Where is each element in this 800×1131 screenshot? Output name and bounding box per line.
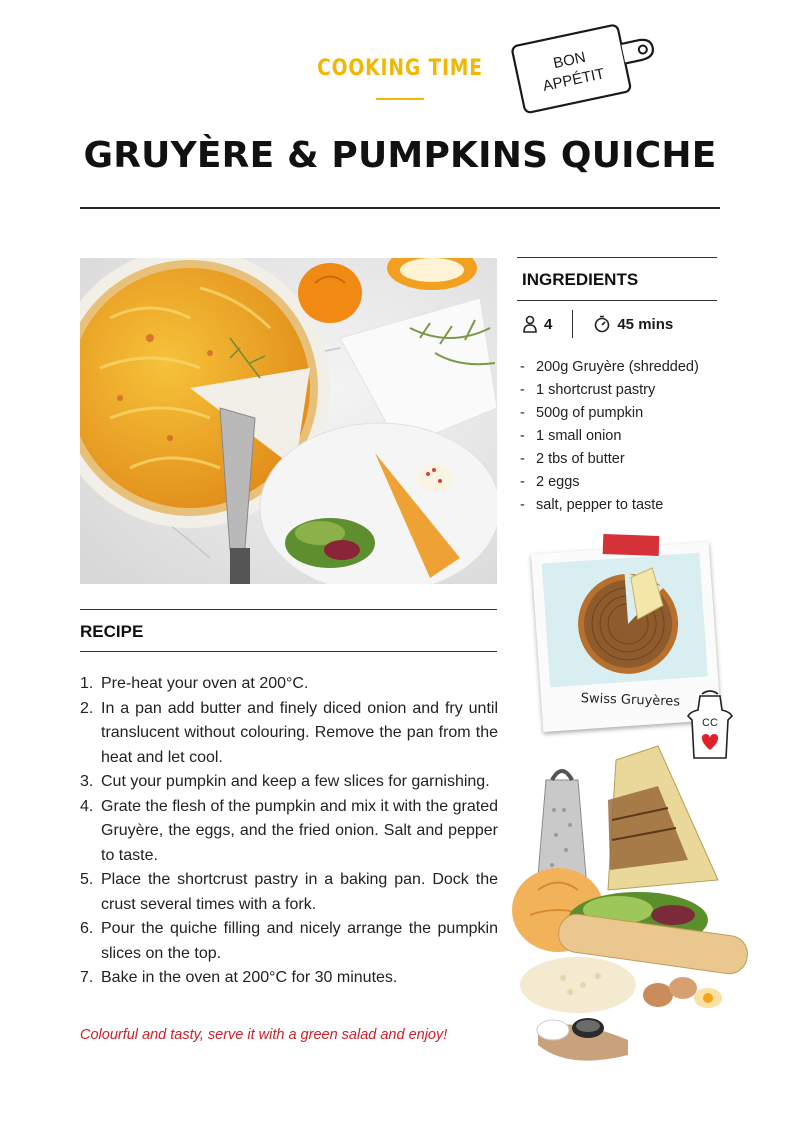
page-title: GRUYÈRE & PUMPKINS QUICHE (83, 135, 717, 176)
apron-label: CC (702, 717, 718, 729)
closing-note: Colourful and tasty, serve it with a green salad and enjoy! (80, 1027, 448, 1043)
quiche-photo (80, 258, 497, 584)
recipe-heading: RECIPE (80, 622, 144, 641)
step-text: Bake in the oven at 200°C for 30 minutes. (101, 969, 398, 986)
ingredients-top-rule (517, 257, 717, 258)
recipe-step: 5. Place the shortcrust pastry in a baking pan. Dock the crust several times with a fork. (80, 868, 498, 917)
ingredient-item: - 2 eggs (520, 471, 699, 494)
kicker-underline (376, 98, 424, 100)
gruyere-wheel-image (542, 553, 708, 688)
recipe-step: 2. In a pan add butter and finely diced onion and fry until translucent without colouring. Remove the pan from the heat and let cool. (80, 697, 498, 771)
red-tape (603, 534, 660, 556)
ingredient-item: - 1 small onion (520, 425, 699, 448)
recipe-step: 4. Grate the flesh of the pumpkin and mix it with the grated Gruyère, the eggs, and the fried onion. Salt and pepper to taste. (80, 795, 498, 869)
ingredient-item: - 500g of pumpkin (520, 402, 699, 425)
cutting-board-logo (505, 12, 665, 122)
recipe-steps (80, 672, 498, 991)
ingredient-item: - 200g Gruyère (shredded) (520, 356, 699, 379)
ingredient-item: - 1 shortcrust pastry (520, 379, 699, 402)
recipe-step: 7. Bake in the oven at 200°C for 30 minutes. (80, 966, 498, 991)
title-divider (80, 207, 720, 209)
ingredients-collage (508, 740, 760, 1070)
ingredient-item: - 2 tbs of butter (520, 448, 699, 471)
ingredients-heading: INGREDIENTS (522, 270, 639, 289)
recipe-bottom-rule (80, 651, 497, 652)
servings-value: 4 (544, 315, 553, 333)
recipe-top-rule (80, 609, 497, 610)
time-value: 45 mins (617, 315, 674, 333)
polaroid-caption: Swiss Gruyères (580, 691, 681, 710)
board-text-2: APPÉTIT (541, 65, 607, 95)
recipe-step: 1. Pre-heat your oven at 200°C. (80, 672, 498, 697)
person-icon (522, 315, 538, 333)
board-text-1: BON (551, 48, 588, 73)
recipe-step: 3. Cut your pumpkin and keep a few slices for garnishing. (80, 770, 498, 795)
step-text: In a pan add butter and finely diced onion and fry until translucent without colouring. Remove the pan from the heat and let cool. (101, 699, 498, 766)
timer-icon (593, 315, 611, 333)
recipe-meta (522, 310, 722, 338)
step-text: Cut your pumpkin and keep a few slices for garnishing. (101, 773, 490, 790)
recipe-step: 6. Pour the quiche filling and nicely arrange the pumpkin slices on the top. (80, 917, 498, 966)
ingredients-bottom-rule (517, 300, 717, 301)
step-text: Pour the quiche filling and nicely arrange the pumpkin slices on the top. (101, 920, 498, 962)
ingredients-list (520, 356, 699, 517)
ingredient-item: - salt, pepper to taste (520, 494, 699, 517)
step-text: Place the shortcrust pastry in a baking pan. Dock the crust several times with a fork. (101, 871, 498, 913)
step-text: Grate the flesh of the pumpkin and mix it with the grated Gruyère, the eggs, and the fried onion. Salt and pepper to taste. (101, 797, 498, 864)
meta-separator (572, 310, 573, 338)
step-text: Pre-heat your oven at 200°C. (101, 675, 309, 692)
section-kicker: COOKING TIME (317, 56, 483, 81)
